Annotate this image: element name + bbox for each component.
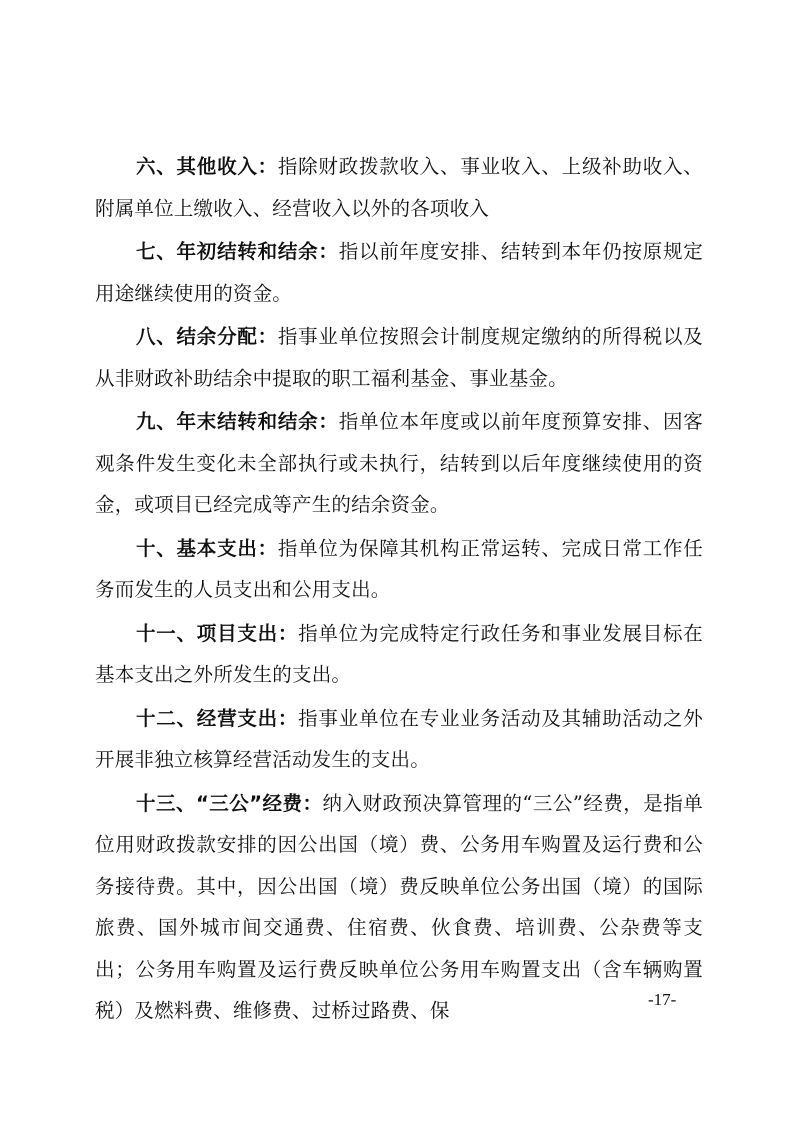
term-surplus-distribution: 八、结余分配：	[136, 325, 278, 348]
paragraph-surplus-distribution	[95, 316, 703, 399]
paragraph-year-end-carryover	[95, 401, 703, 526]
term-three-public-expenses: 十三、“三公”经费：	[136, 791, 323, 815]
definition-basic-expenditure: 指单位为保障其机构正常运转、完成日常工作任务而发生的人员支出和公用支出。	[95, 536, 703, 601]
term-other-income: 六、其他收入：	[136, 155, 278, 178]
definition-operating-expenditure: 指事业单位在专业业务活动及其辅助活动之外开展非独立核算经营活动发生的支出。	[95, 706, 703, 771]
paragraph-other-income	[95, 146, 703, 229]
term-operating-expenditure: 十二、经营支出：	[136, 706, 299, 730]
paragraph-project-expenditure	[95, 613, 703, 696]
paragraph-beginning-carryover	[95, 231, 703, 314]
term-year-end-carryover: 九、年末结转和结余：	[136, 410, 339, 433]
paragraph-basic-expenditure	[95, 528, 703, 611]
page-number: -17-	[648, 990, 677, 1009]
document-body	[95, 146, 703, 1032]
term-project-expenditure: 十一、项目支出：	[136, 621, 299, 645]
term-beginning-carryover: 七、年初结转和结余：	[136, 240, 339, 263]
definition-three-public-expenses: 纳入财政预决算管理的“三公”经费，是指单位用财政拨款安排的因公出国（境）费、公务用车购置及运行费和公务接待费。其中，因公出国（境）费反映单位公务出国（境）的国际旅费、国外城市间交通费、住宿费、伙食费、培训费、公杂费等支出；公务用车购置及运行费反映单位公务用车购置支出（含车辆购置税）及燃料费、维修费、过桥过路费、保	[95, 791, 703, 1022]
definition-year-end-carryover: 指单位本年度或以前年度预算安排、因客观条件发生变化未全部执行或未执行，结转到以后年度继续使用的资金，或项目已经完成等产生的结余资金。	[95, 410, 703, 516]
definition-other-income: 指除财政拨款收入、事业收入、上级补助收入、附属单位上缴收入、经营收入以外的各项收入	[95, 155, 703, 220]
term-basic-expenditure: 十、基本支出：	[136, 536, 278, 560]
definition-project-expenditure: 指单位为完成特定行政任务和事业发展目标在基本支出之外所发生的支出。	[95, 621, 703, 686]
paragraph-three-public-expenses	[95, 783, 703, 1032]
definition-beginning-carryover: 指以前年度安排、结转到本年仍按原规定用途继续使用的资金。	[95, 240, 703, 305]
paragraph-operating-expenditure	[95, 698, 703, 781]
definition-surplus-distribution: 指事业单位按照会计制度规定缴纳的所得税以及从非财政补助结余中提取的职工福利基金、事业基金。	[95, 325, 703, 390]
